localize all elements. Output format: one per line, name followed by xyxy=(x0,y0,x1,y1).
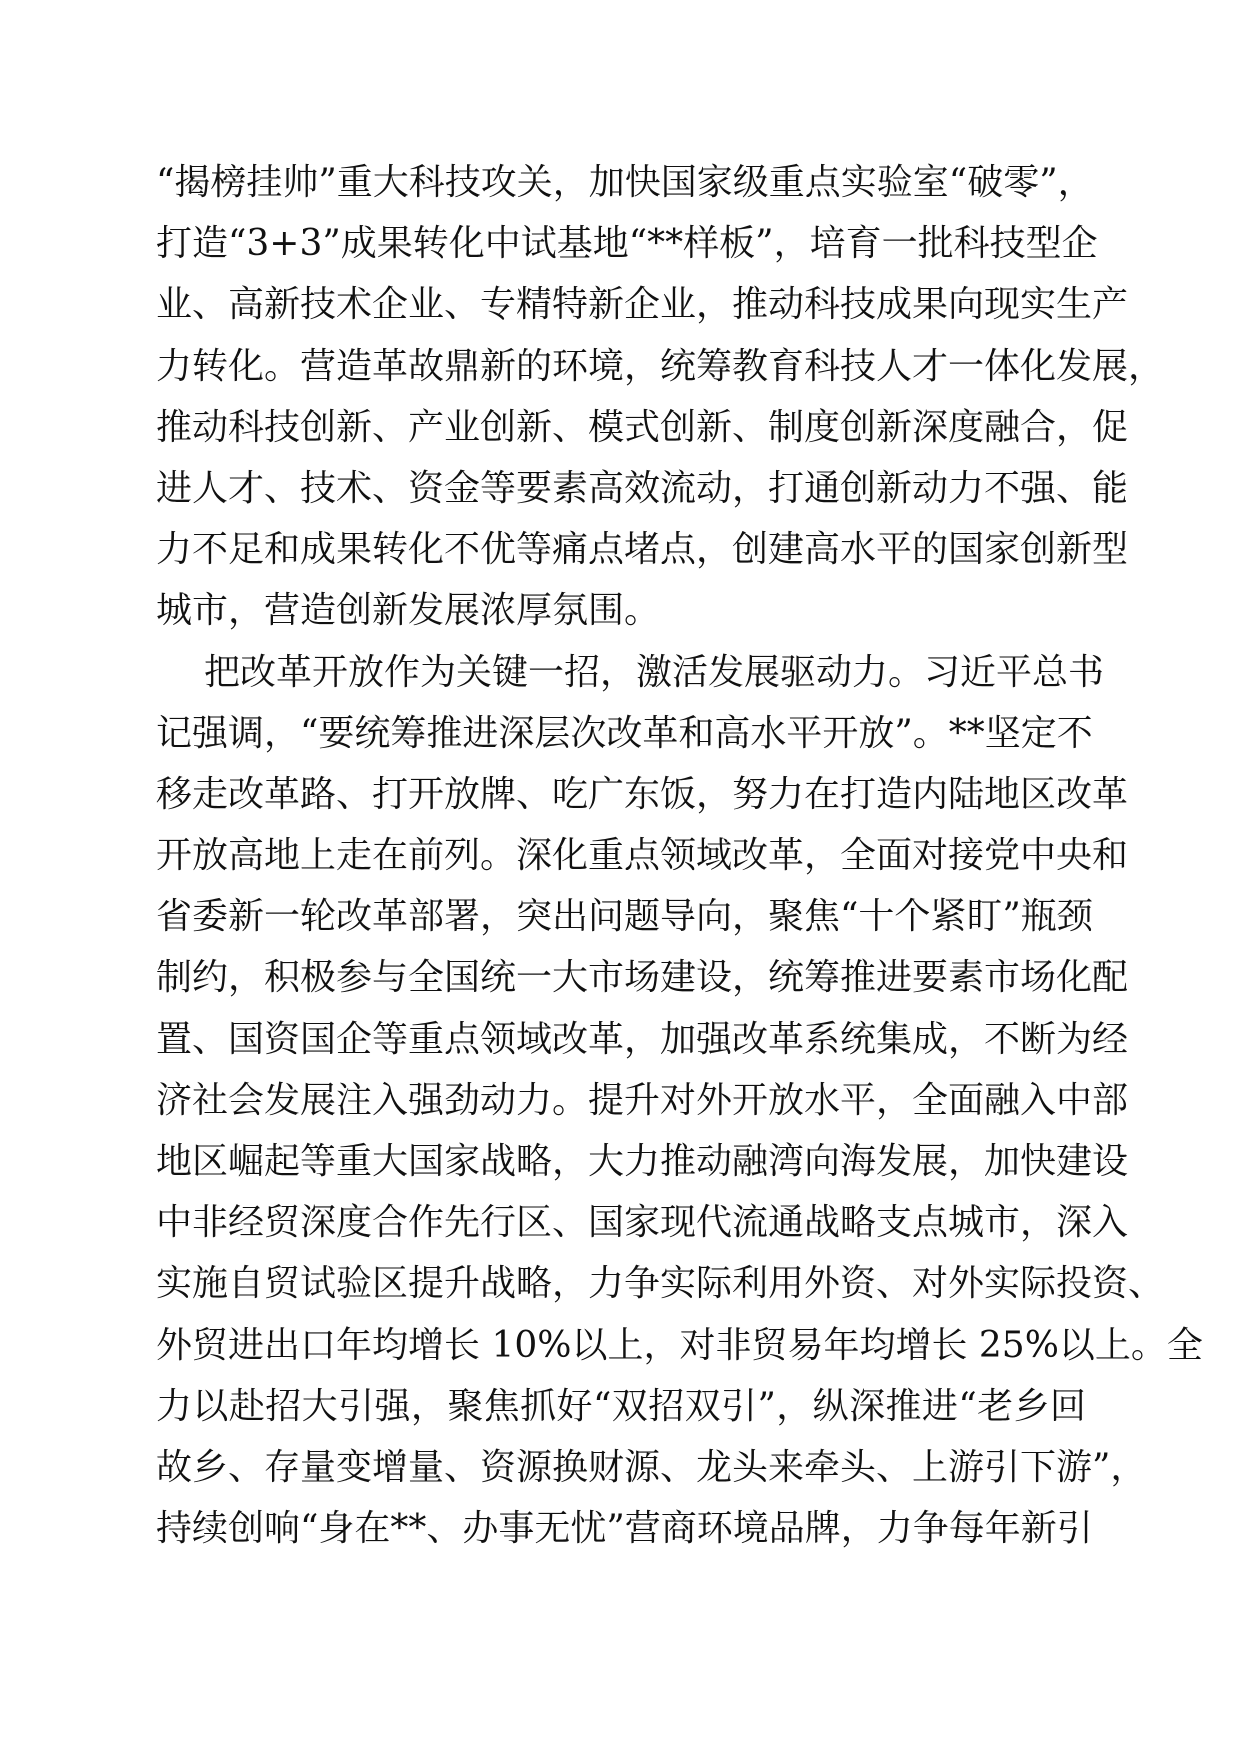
text-line: 中非经贸深度合作先行区、国家现代流通战略支点城市，深入 xyxy=(156,1202,1129,1244)
text-line: 打造“3+3”成果转化中试基地“**样板”，培育一批科技型企 xyxy=(156,223,1098,265)
text-line: 进人才、技术、资金等要素高效流动，打通创新动力不强、能 xyxy=(156,467,1129,509)
text-line: 地区崛起等重大国家战略，大力推动融湾向海发展，加快建设 xyxy=(156,1141,1129,1182)
text-line: 业、高新技术企业、专精特新企业，推动科技成果向现实生产 xyxy=(156,284,1129,326)
text-line: 省委新一轮改革部署，突出问题导向，聚焦“十个紧盯”瓶颈 xyxy=(156,896,1093,938)
text-line: 故乡、存量变增量、资源换财源、龙头来牵头、上游引下游”， xyxy=(156,1446,1147,1488)
text-line: 记强调，“要统筹推进深层次改革和高水平开放”。**坚定不 xyxy=(156,712,1093,754)
text-line: 持续创响“身在**、办事无忧”营商环境品牌，力争每年新引 xyxy=(156,1508,1093,1550)
text-line: 外贸进出口年均增长 10%以上，对非贸易年均增长 25%以上。全 xyxy=(156,1324,1203,1366)
text-line: 力以赴招大引强，聚焦抓好“双招双引”，纵深推进“老乡回 xyxy=(156,1385,1086,1427)
text-line: 移走改革路、打开放牌、吃广东饭，努力在打造内陆地区改革 xyxy=(156,773,1129,815)
text-line: 制约，积极参与全国统一大市场建设，统筹推进要素市场化配 xyxy=(156,957,1129,999)
text-line: 城市，营造创新发展浓厚氛围。 xyxy=(156,590,661,632)
text-line: 力不足和成果转化不优等痛点堵点，创建高水平的国家创新型 xyxy=(156,529,1129,571)
document-body xyxy=(156,152,1203,1559)
paragraph-first-line: 把改革开放作为关键一招，激活发展驱动力。习近平总书 xyxy=(204,651,1105,693)
text-line: 力转化。营造革故鼎新的环境，统筹教育科技人才一体化发展， xyxy=(156,345,1165,387)
text-line: 开放高地上走在前列。深化重点领域改革，全面对接党中央和 xyxy=(156,835,1129,877)
text-line: “揭榜挂帅”重大科技攻关，加快国家级重点实验室“破零”， xyxy=(156,162,1094,203)
text-line: 实施自贸试验区提升战略，力争实际利用外资、对外实际投资、 xyxy=(156,1263,1165,1305)
text-line: 推动科技创新、产业创新、模式创新、制度创新深度融合，促 xyxy=(156,406,1129,448)
text-line: 置、国资国企等重点领域改革，加强改革系统集成，不断为经 xyxy=(156,1018,1129,1060)
text-line: 济社会发展注入强劲动力。提升对外开放水平，全面融入中部 xyxy=(156,1079,1129,1121)
